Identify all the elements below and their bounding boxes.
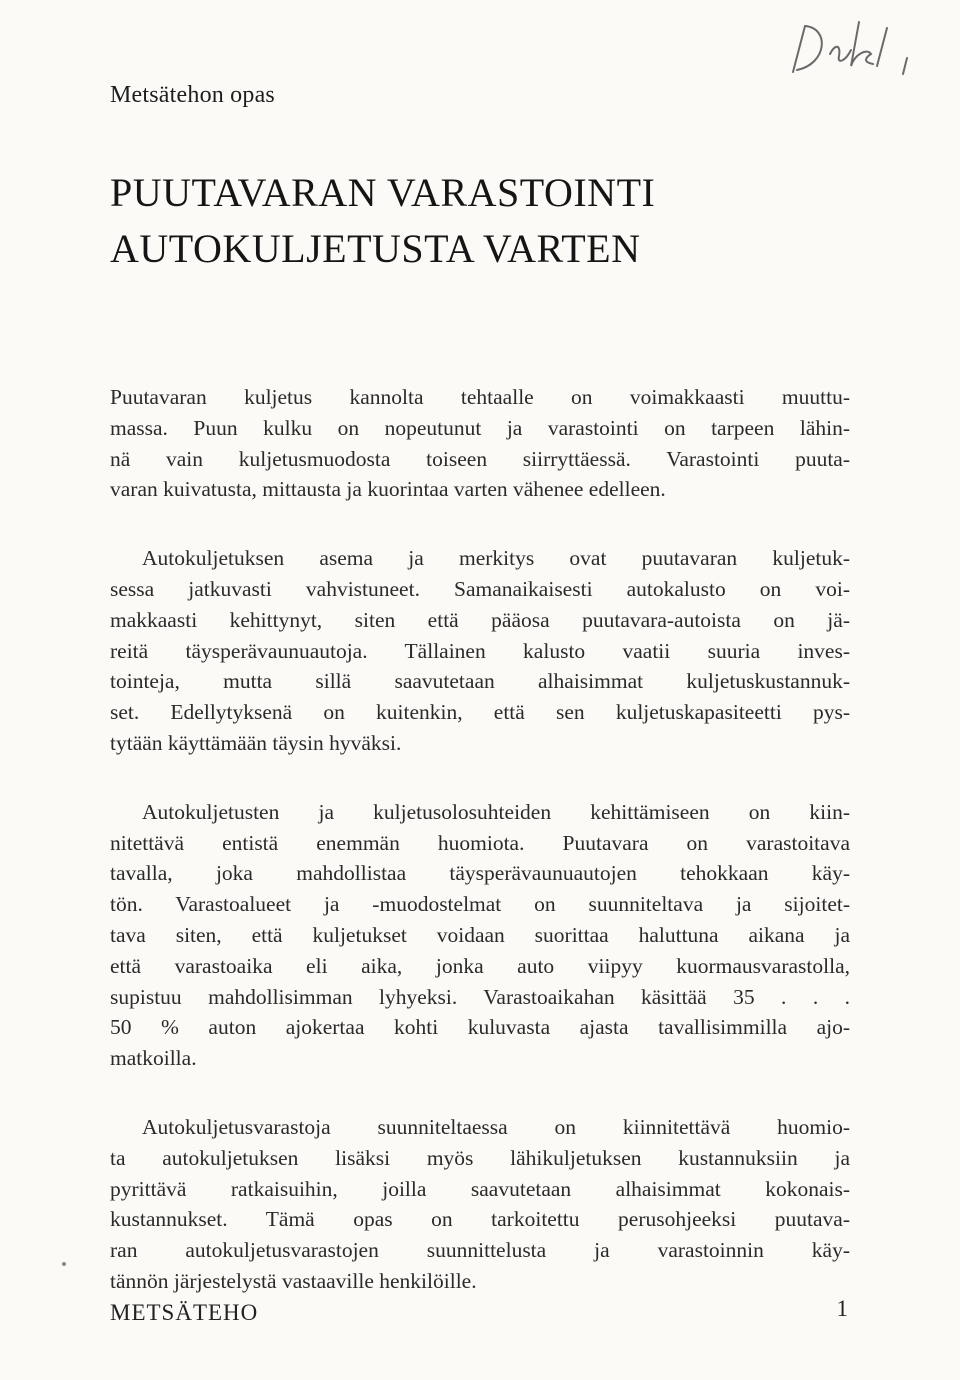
text-line: sessa jatkuvasti vahvistuneet. Samanaikaisesti autokalusto on voi- xyxy=(110,576,850,601)
text-line: Puutavaran kuljetus kannolta tehtaalle on voimakkaasti muuttu- xyxy=(110,385,850,409)
text-line: tavalla, joka mahdollistaa täysperävaunuautojen tehokkaan käy- xyxy=(110,861,850,886)
text-line: nä vain kuljetusmuodosta toiseen siirryttäessä. Varastointi puuta- xyxy=(110,446,850,471)
text-line: pyrittävä ratkaisuihin, joilla saavutetaan alhaisimmat kokonais- xyxy=(110,1176,850,1201)
text-line: 50 % auton ajokertaa kohti kuluvasta ajasta tavallisimmilla ajo- xyxy=(110,1015,850,1040)
text-line: Autokuljetuksen asema ja merkitys ovat puutavaran kuljetuk- xyxy=(142,546,850,571)
paragraph-2 xyxy=(110,543,850,759)
text-line: tytään käyttämään täysin hyväksi. xyxy=(110,730,402,755)
page-number: 1 xyxy=(836,1296,848,1321)
series-name: Metsätehon opas xyxy=(110,82,275,108)
text-line: reitä täysperävaunuautoja. Tällainen kalusto vaatii suuria inves- xyxy=(110,638,850,663)
title-line-2: AUTOKULJETUSTA VARTEN xyxy=(110,226,641,271)
page-title xyxy=(110,165,655,277)
text-line: että varastoaika eli aika, jonka auto viipyy kuormausvarastolla, xyxy=(110,953,850,978)
text-line: tännön järjestelystä vastaaville henkilöille. xyxy=(110,1268,477,1293)
text-line: ran autokuljetusvarastojen suunnittelusta ja varastoinnin käy- xyxy=(110,1238,850,1263)
text-line: kustannukset. Tämä opas on tarkoitettu perusohjeeksi puutava- xyxy=(110,1207,850,1232)
text-line: makkaasti kehittynyt, siten että pääosa puutavara-autoista on jä- xyxy=(110,607,850,632)
body-text xyxy=(110,382,850,1335)
text-line: tava siten, että kuljetukset voidaan suorittaa haluttuna aikana ja xyxy=(110,922,850,947)
text-line: massa. Puun kulku on nopeutunut ja varastointi on tarpeen lähin- xyxy=(110,415,850,440)
text-line: tointeja, mutta sillä saavutetaan alhaisimmat kuljetuskustannuk- xyxy=(110,669,850,694)
text-line: Autokuljetusten ja kuljetusolosuhteiden kehittämiseen on kiin- xyxy=(142,799,850,824)
publisher-name: METSÄTEHO xyxy=(110,1300,259,1325)
text-line: Autokuljetusvarastoja suunniteltaessa on kiinnitettävä huomio- xyxy=(142,1114,850,1139)
text-line: set. Edellytyksenä on kuitenkin, että sen kuljetuskapasiteetti pys- xyxy=(110,700,850,725)
text-line: tön. Varastoalueet ja -muodostelmat on suunniteltava ja sijoitet- xyxy=(110,892,850,917)
text-line: varan kuivatusta, mittausta ja kuorintaa varten vähenee edelleen. xyxy=(110,477,666,502)
text-line: nitettävä entistä enemmän huomiota. Puutavara on varastoitava xyxy=(110,830,850,855)
text-line: ta autokuljetuksen lisäksi myös lähikuljetuksen kustannuksiin ja xyxy=(110,1145,850,1170)
paragraph-4 xyxy=(110,1112,850,1297)
text-line: matkoilla. xyxy=(110,1046,197,1071)
title-line-1: PUUTAVARAN VARASTOINTI xyxy=(110,170,656,215)
paragraph-1 xyxy=(110,382,850,505)
text-line: supistuu mahdollisimman lyhyeksi. Varastoaikahan käsittää 35 . . . xyxy=(110,984,850,1009)
paragraph-3 xyxy=(110,797,850,1074)
handwritten-signature xyxy=(775,14,925,84)
scan-speck xyxy=(62,1262,66,1266)
